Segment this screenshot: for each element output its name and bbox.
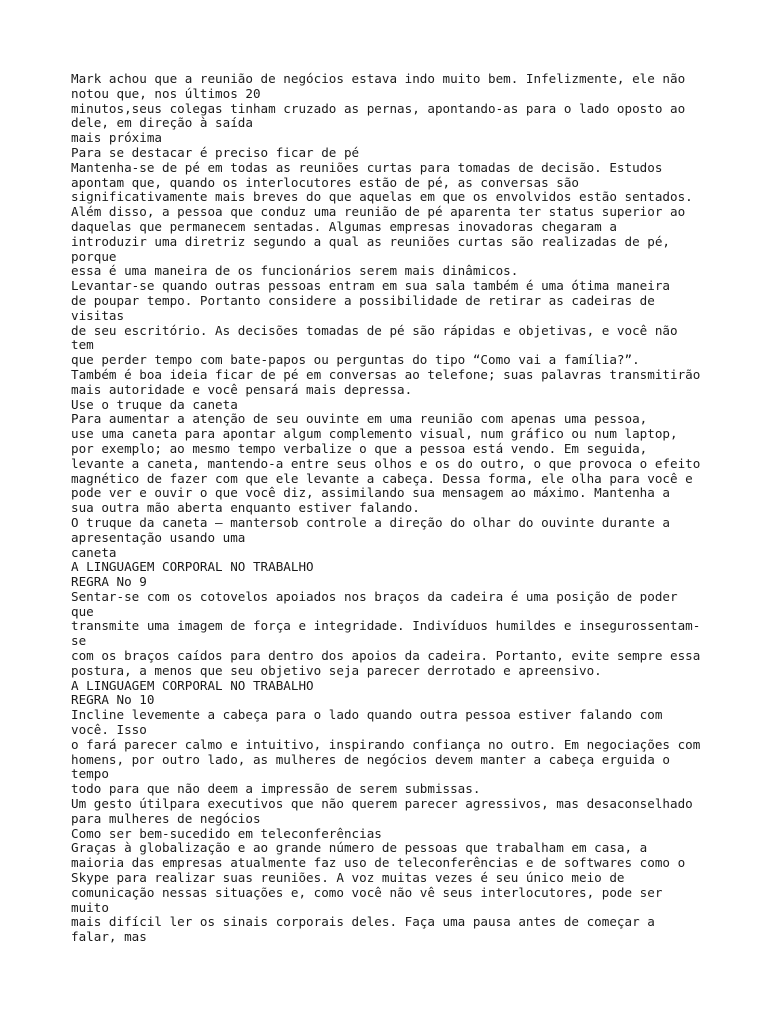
text-line: significativamente mais breves do que aquelas em que os envolvidos estão sentados. <box>71 189 693 205</box>
text-line: REGRA No 10 <box>71 692 155 708</box>
text-line: use uma caneta para apontar algum complemento visual, num gráfico ou num laptop, <box>71 426 678 442</box>
text-line: você. Isso <box>71 722 147 738</box>
text-line: Para se destacar é preciso ficar de pé <box>71 144 360 160</box>
text-line: daquelas que permanecem sentadas. Algumas empresas inovadoras chegaram a <box>71 218 617 234</box>
text-line: A LINGUAGEM CORPORAL NO TRABALHO <box>71 559 314 575</box>
text-line: mais difícil ler os sinais corporais deles. Faça uma pausa antes de começar a <box>71 914 655 930</box>
text-line: apresentação usando uma <box>71 529 246 545</box>
text-line: tempo <box>71 766 109 782</box>
text-line: Também é boa ideia ficar de pé em conversas ao telefone; suas palavras transmitirão <box>71 366 701 382</box>
text-line: Graças à globalização e ao grande número de pessoas que trabalham em casa, a <box>71 840 648 856</box>
text-line: Mantenha-se de pé em todas as reuniões curtas para tomadas de decisão. Estudos <box>71 159 663 175</box>
text-line: pode ver e ouvir o que você diz, assimilando sua mensagem ao máximo. Mantenha a <box>71 485 670 501</box>
text-line: levante a caneta, mantendo-a entre seus olhos e os do outro, o que provoca o efeito <box>71 455 701 471</box>
text-line: O truque da caneta – mantersob controle a direção do olhar do ouvinte durante a <box>71 514 670 530</box>
text-line: visitas <box>71 307 125 323</box>
text-line: caneta <box>71 544 117 560</box>
text-line: por exemplo; ao mesmo tempo verbalize o que a pessoa está vendo. Em seguida, <box>71 440 648 456</box>
text-line: para mulheres de negócios <box>71 810 261 826</box>
text-line: notou que, nos últimos 20 <box>71 85 261 101</box>
text-line: essa é uma maneira de os funcionários serem mais dinâmicos. <box>71 263 519 279</box>
text-line: mais autoridade e você pensará mais depressa. <box>71 381 413 397</box>
text-line: que <box>71 603 94 619</box>
text-line: Sentar-se com os cotovelos apoiados nos braços da cadeira é uma posição de poder <box>71 588 678 604</box>
text-line: mais próxima <box>71 130 162 146</box>
text-line: Um gesto útilpara executivos que não querem parecer agressivos, mas desaconselhado <box>71 796 693 812</box>
text-line: todo para que não deem a impressão de serem submissas. <box>71 781 481 797</box>
text-line: REGRA No 9 <box>71 574 147 590</box>
text-line: o fará parecer calmo e intuitivo, inspirando confiança no outro. Em negociações com <box>71 736 701 752</box>
text-line: de seu escritório. As decisões tomadas de pé são rápidas e objetivas, e você não <box>71 322 678 338</box>
text-line: falar, mas <box>71 929 147 945</box>
text-line: com os braços caídos para dentro dos apoios da cadeira. Portanto, evite sempre essa <box>71 648 701 664</box>
text-line: Além disso, a pessoa que conduz uma reunião de pé aparenta ter status superior ao <box>71 204 686 220</box>
text-line: introduzir uma diretriz segundo a qual as reuniões curtas são realizadas de pé, <box>71 233 670 249</box>
text-line: Incline levemente a cabeça para o lado quando outra pessoa estiver falando com <box>71 707 663 723</box>
text-line: Mark achou que a reunião de negócios estava indo muito bem. Infelizmente, ele não <box>71 71 686 86</box>
text-line: comunicação nessas situações e, como você não vê seus interlocutores, pode ser <box>71 884 663 900</box>
text-line: A LINGUAGEM CORPORAL NO TRABALHO <box>71 677 314 693</box>
text-line: minutos,seus colegas tinham cruzado as pernas, apontando-as para o lado oposto ao <box>71 100 686 116</box>
text-line: que perder tempo com bate-papos ou perguntas do tipo “Como vai a família?”. <box>71 352 640 368</box>
text-line: Levantar-se quando outras pessoas entram em sua sala também é uma ótima maneira <box>71 278 670 294</box>
text-line: transmite uma imagem de força e integridade. Indivíduos humildes e insegurossentam- <box>71 618 701 634</box>
text-line: postura, a menos que seu objetivo seja parecer derrotado e apreensivo. <box>71 662 602 678</box>
text-line: Use o truque da caneta <box>71 396 238 412</box>
text-line: tem <box>71 337 94 353</box>
text-line: Para aumentar a atenção de seu ouvinte em uma reunião com apenas uma pessoa, <box>71 411 648 427</box>
text-line: Skype para realizar suas reuniões. A voz muitas vezes é seu único meio de <box>71 870 625 886</box>
text-line: maioria das empresas atualmente faz uso de teleconferências e de softwares como o <box>71 855 686 871</box>
text-line: Como ser bem-sucedido em teleconferências <box>71 825 382 841</box>
document-page <box>71 72 711 945</box>
text-line: magnético de fazer com que ele levante a cabeça. Dessa forma, ele olha para você e <box>71 470 693 486</box>
text-line: sua outra mão aberta enquanto estiver falando. <box>71 500 420 516</box>
text-line: muito <box>71 899 109 915</box>
text-line: de poupar tempo. Portanto considere a possibilidade de retirar as cadeiras de <box>71 292 655 308</box>
text-line: porque <box>71 248 117 264</box>
text-line: dele, em direção à saída <box>71 115 253 131</box>
text-line: se <box>71 633 87 649</box>
text-line: apontam que, quando os interlocutores estão de pé, as conversas são <box>71 174 579 190</box>
text-line: homens, por outro lado, as mulheres de negócios devem manter a cabeça erguida o <box>71 751 670 767</box>
